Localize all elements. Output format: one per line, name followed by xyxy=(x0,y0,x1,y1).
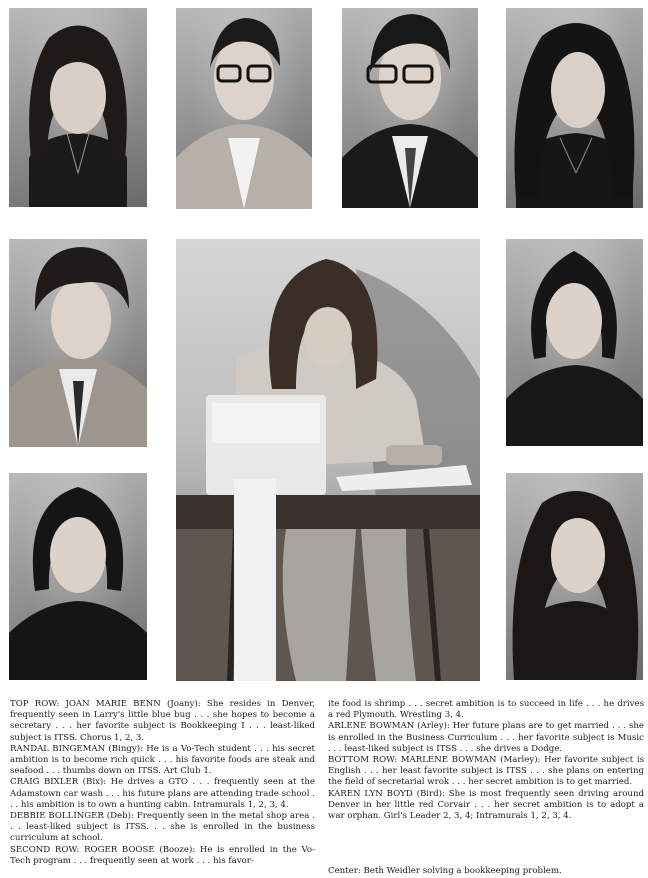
portrait-debbie-bollinger xyxy=(506,8,643,208)
caption-arlene-bowman: ARLENE BOWMAN (Arley): Her future plans are to get married . . . she is enrolled in the Business Curriculum . . . her favorite subject is Music . . . least-liked subject is ITSS . . . she drives a Dodge. xyxy=(328,721,644,754)
caption-roger-boose-continued: ite food is shrimp . . . secret ambition is to succeed in life . . . he drives a red Plymouth. Wrestling 3, 4. xyxy=(328,699,644,721)
portrait-roger-boose xyxy=(9,239,147,447)
caption-karen-lyn-boyd: KAREN LYN BOYD (Bird): She is most frequently seen driving around Denver in her little red Corvair . . . her secret ambition is to adopt a war orphan. Girl's Leader 2, 3, 4; Intramurals 1, 2, 3, 4. xyxy=(328,788,644,822)
caption-joan-marie-benn: TOP ROW: JOAN MARIE BENN (Joany): She resides in Denver, frequently seen in Larry's little blue bug . . . she hopes to become a secretary . . . her favorite subject is Bookkeeping I . . . least-liked subject is ITSS. Chorus 1, 2, 3. xyxy=(10,699,315,743)
caption-marlene-bowman: BOTTOM ROW: MARLENE BOWMAN (Marley): Her favorite subject is English . . . her least favorite subject is ITSS . . . she plans on entering the field of secretarial wrok . . . her secret ambition is to get married. xyxy=(328,755,644,788)
caption-debbie-bollinger: DEBBIE BOLLINGER (Deb): Frequently seen in the metal shop area . . . least-liked subject is ITSS. . . she is enrolled in the business curriculum at school. xyxy=(10,811,315,844)
portrait-arlene-bowman xyxy=(506,239,643,446)
photo-beth-weidler-bookkeeping xyxy=(176,239,480,681)
portrait-craig-bixler xyxy=(342,8,478,208)
caption-randal-bingeman: RANDAL BINGEMAN (Bingy): He is a Vo-Tech student . . . his secret ambition is to become rich quick . . . his favorite foods are steak and seafood . . . thumbs down on ITSS. Art Club 1. xyxy=(10,743,315,777)
portrait-karen-lyn-boyd xyxy=(506,473,643,680)
portrait-joan-marie-benn xyxy=(9,8,147,207)
caption-roger-boose: SECOND ROW: ROGER BOOSE (Booze): He is enrolled in the Vo-Tech program . . . frequently seen at work . . . his favor- xyxy=(10,844,315,866)
caption-column-right xyxy=(328,699,644,822)
caption-column-left xyxy=(10,699,315,867)
caption-craig-bixler: CRAIG BIXLER (Bix): He drives a GTO . . . frequently seen at the Adamstown car wash . . . his future plans are attending trade school . . . his ambition is to own a hunting cabin. Intramurals 1, 2, 3, 4. xyxy=(10,777,315,810)
portrait-marlene-bowman xyxy=(9,473,147,680)
center-photo-caption: Center: Beth Weidler solving a bookkeeping problem. xyxy=(328,866,562,876)
portrait-randal-bingeman xyxy=(176,8,312,209)
